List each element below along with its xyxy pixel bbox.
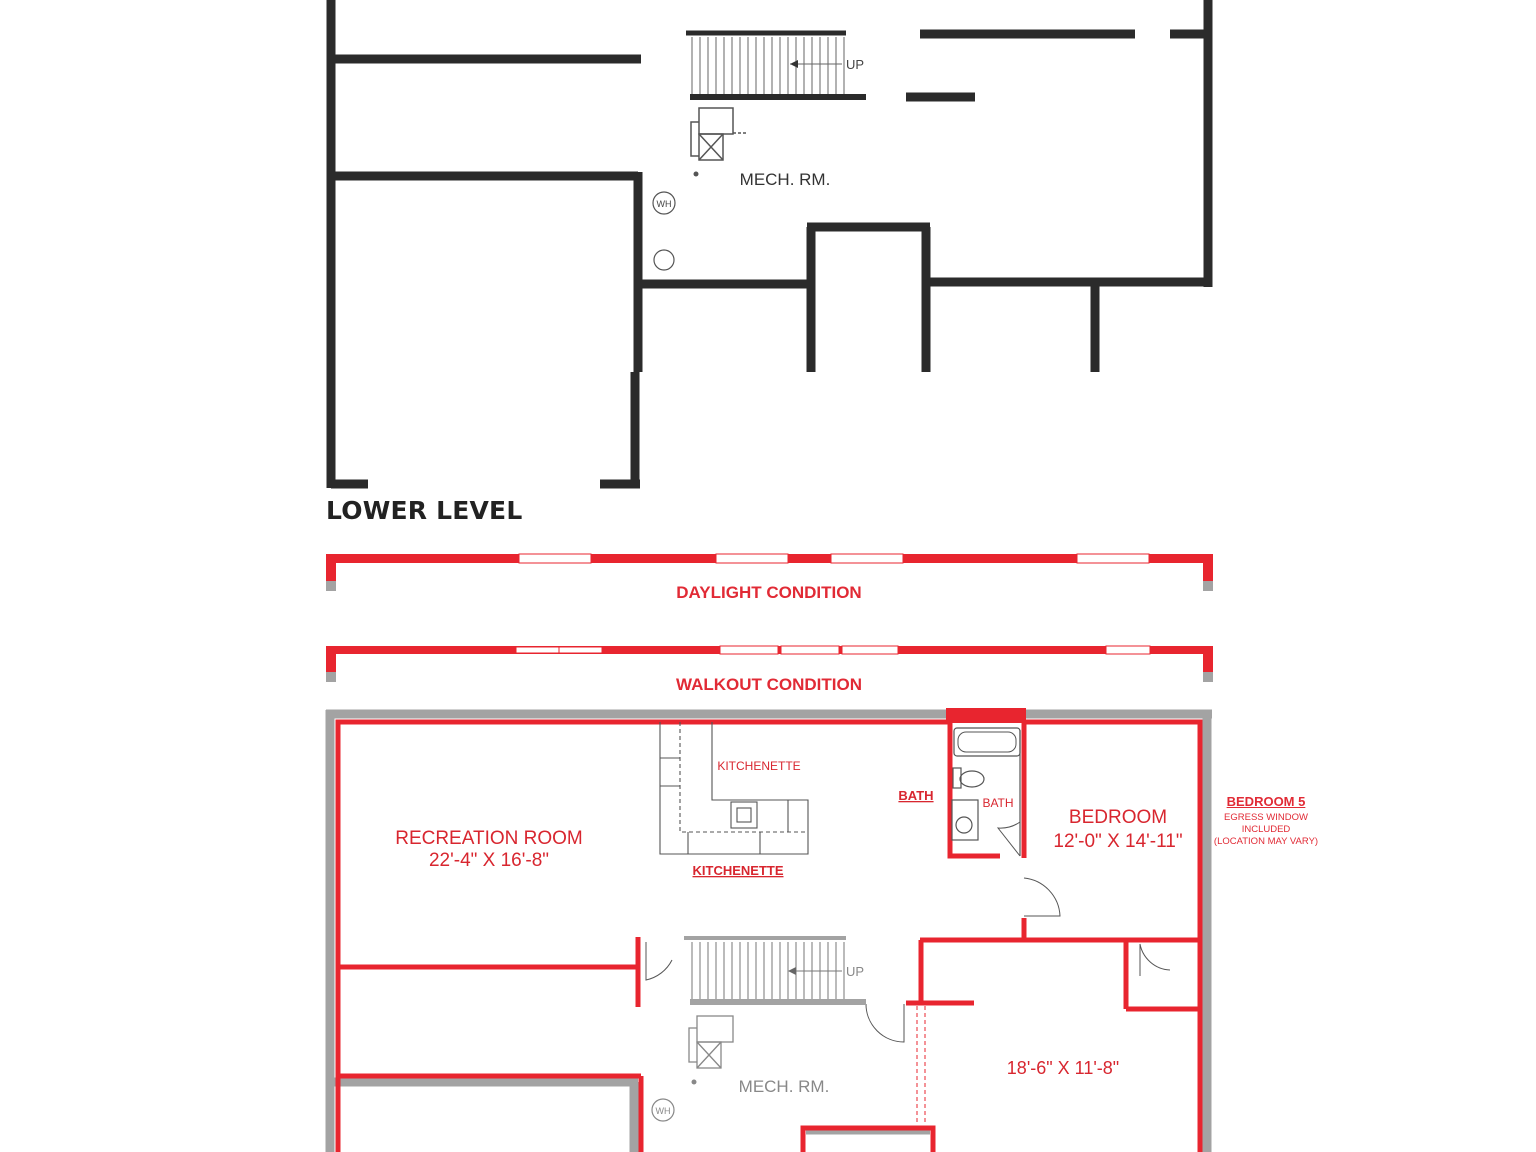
recreation-room-dimensions: 22'-4" X 16'-8"	[428, 850, 550, 871]
top-stair-up-label: UP	[846, 57, 865, 72]
bedroom5-callout-note-2: INCLUDED	[1241, 824, 1291, 835]
bedroom-name: BEDROOM	[1068, 807, 1168, 828]
bedroom5-callout-note-1: EGRESS WINDOW	[1224, 812, 1308, 823]
stair-door-swing	[646, 942, 672, 980]
top-wh-label: WH	[656, 199, 672, 209]
dashed-opening	[917, 1006, 925, 1125]
lower-level-heading: LOWER LEVEL	[326, 496, 523, 525]
top-mech-room-label: MECH. RM.	[739, 170, 831, 189]
bedroom5-callout-note-3: (LOCATION MAY VARY)	[1213, 836, 1319, 847]
bottom-floor-drain-icon	[692, 1080, 697, 1085]
daylight-condition-text: DAYLIGHT CONDITION	[676, 583, 862, 602]
bottom-stair	[684, 938, 866, 1002]
mech-door-swing	[866, 1004, 904, 1042]
daylight-condition-label	[0, 583, 1536, 603]
bedroom5-callout-title: BEDROOM 5	[1226, 794, 1306, 809]
bottom-furnace	[689, 1016, 733, 1068]
kitchenette-cabinets	[660, 722, 808, 854]
top-sump-pump-icon	[654, 250, 674, 270]
bottom-wh-label: WH	[655, 1106, 671, 1116]
top-furnace	[691, 108, 747, 160]
kitchenette-plan-label: KITCHENETTE	[717, 759, 801, 773]
top-plan	[331, 0, 1212, 488]
closet-door-swing	[1140, 944, 1170, 976]
bedroom-dimensions: 12'-0" X 14'-11"	[1053, 831, 1183, 852]
bottom-stair-up-label: UP	[846, 964, 865, 979]
kitchenette-callout: KITCHENETTE	[692, 863, 784, 878]
walkout-condition-text: WALKOUT CONDITION	[675, 675, 863, 694]
top-stair	[686, 33, 866, 97]
walkout-condition-label	[0, 675, 1536, 695]
bedroom-door-swing	[1024, 878, 1060, 916]
room-3-dimensions: 18'-6" X 11'-8"	[1006, 1058, 1120, 1078]
bathroom	[946, 708, 1026, 856]
recreation-room-name: RECREATION ROOM	[395, 828, 583, 849]
bottom-stair-arrow-icon	[788, 967, 796, 975]
bedroom5-callout	[1206, 794, 1326, 848]
bath-callout: BATH	[898, 788, 934, 803]
bottom-mech-room-label: MECH. RM.	[738, 1077, 830, 1096]
bath-plan-label: BATH	[982, 796, 1014, 810]
top-floor-drain-icon	[694, 172, 699, 177]
